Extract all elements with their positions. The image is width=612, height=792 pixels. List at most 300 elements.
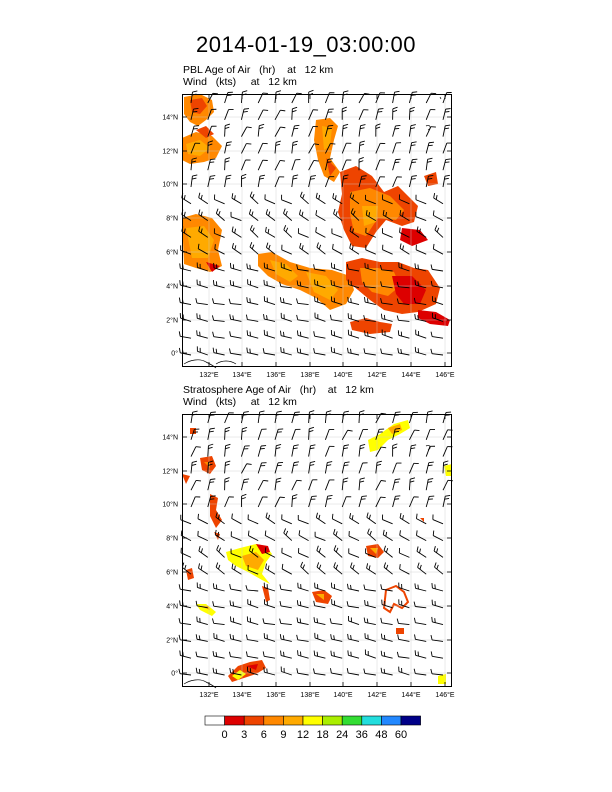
wind-barb	[376, 461, 382, 473]
wind-barb	[292, 107, 297, 120]
wind-barb	[431, 669, 443, 675]
wind-barb	[179, 669, 191, 675]
wind-barb	[414, 602, 426, 608]
wind-barb	[292, 160, 301, 171]
wind-barb	[359, 496, 367, 507]
wind-barb	[275, 177, 284, 187]
wind-barb	[208, 444, 213, 456]
wind-barb	[334, 545, 342, 557]
wind-barb	[282, 195, 292, 204]
wind-barb	[434, 193, 443, 204]
wind-barb	[191, 175, 197, 187]
wind-barb	[196, 298, 208, 304]
wind-barb	[415, 347, 426, 355]
wind-barb	[331, 347, 342, 355]
wind-barb	[365, 649, 375, 658]
wind-barb	[225, 92, 233, 103]
wind-barb	[433, 531, 443, 541]
wind-barb	[180, 280, 191, 288]
wind-barb	[384, 563, 393, 575]
wind-barb	[426, 479, 433, 491]
wind-barb	[292, 125, 300, 136]
wind-barb	[247, 330, 258, 338]
wind-barb	[248, 531, 258, 541]
colorbar-swatch	[381, 716, 401, 725]
wind-barb	[247, 616, 258, 624]
colorbar-label: 0	[221, 729, 228, 741]
wind-barb	[258, 463, 266, 474]
wind-barb	[282, 564, 292, 574]
wind-barb	[359, 141, 365, 153]
wind-barb	[325, 495, 332, 507]
wind-barb	[298, 228, 308, 237]
wind-barb	[241, 144, 251, 154]
wind-barb	[179, 584, 191, 591]
wind-barb	[191, 411, 198, 423]
wind-barb	[434, 546, 443, 557]
pbl-lat-labels	[162, 114, 178, 358]
wind-barb	[330, 618, 342, 624]
wind-barb	[399, 548, 409, 557]
wind-barb	[180, 651, 191, 659]
lat-tick-label: 4°N	[166, 283, 178, 291]
plot-title: 2014-01-19_03:00:00	[196, 32, 416, 57]
wind-barb	[246, 585, 258, 591]
wind-barb	[435, 562, 443, 574]
wind-barb	[342, 497, 351, 507]
wind-barb	[365, 600, 376, 608]
wind-barb	[393, 107, 398, 120]
wind-barb	[199, 193, 208, 204]
wind-barb	[359, 463, 368, 474]
wind-barb	[359, 478, 365, 490]
wind-barb	[416, 245, 426, 254]
wind-barb	[225, 427, 230, 440]
colorbar-swatch	[323, 716, 343, 725]
wind-barb	[409, 445, 416, 457]
wind-barb	[331, 634, 342, 641]
wind-barb	[213, 280, 224, 288]
wind-barb	[197, 582, 208, 591]
colorbar-swatch	[244, 716, 264, 725]
wind-barb	[367, 563, 376, 574]
wind-barb	[400, 243, 409, 254]
wind-barb	[225, 461, 231, 473]
wind-barb	[426, 142, 434, 153]
wind-barb	[196, 652, 208, 659]
lon-tick-label: 146°E	[435, 692, 455, 699]
wind-barb	[359, 125, 365, 137]
wind-barb	[400, 564, 410, 574]
wind-barb	[179, 348, 191, 355]
wind-barb	[263, 618, 275, 624]
wind-barb	[431, 349, 443, 355]
wind-barb	[347, 601, 359, 608]
wind-barb	[315, 532, 325, 541]
lon-tick-label: 138°E	[300, 692, 320, 699]
wind-barb	[284, 528, 292, 540]
wind-barb	[364, 669, 376, 675]
colorbar-swatch	[303, 716, 323, 725]
wind-barb	[443, 159, 451, 170]
wind-barb	[416, 330, 427, 339]
wind-barb	[266, 513, 275, 524]
colorbar	[205, 716, 421, 725]
wind-barb	[330, 668, 342, 675]
wind-barb	[213, 601, 225, 608]
wind-barb	[297, 600, 308, 608]
wind-barb	[315, 583, 326, 591]
pbl-map-panel	[162, 90, 455, 379]
wind-barb	[250, 225, 258, 237]
wind-barb	[433, 244, 443, 254]
wind-barb	[232, 227, 241, 238]
wind-barb	[359, 411, 364, 423]
wind-barb	[316, 227, 326, 237]
wind-barb	[225, 158, 230, 171]
wind-barb	[264, 667, 275, 675]
wind-barb	[426, 446, 435, 456]
wind-barb	[443, 412, 451, 423]
wind-barb	[432, 617, 443, 625]
wind-barb	[241, 160, 250, 170]
wind-barb	[212, 618, 224, 624]
wind-barb	[309, 411, 315, 423]
wind-barb	[250, 242, 258, 254]
wind-barb	[325, 480, 334, 490]
wind-barb	[316, 513, 325, 524]
wind-barb	[230, 331, 242, 338]
wind-barb	[314, 331, 326, 338]
colorbar-label: 36	[355, 729, 368, 741]
wind-barb	[443, 125, 450, 137]
wind-barb	[246, 315, 258, 322]
wind-barb	[409, 142, 416, 154]
wind-barb	[197, 280, 208, 288]
wind-barb	[213, 668, 225, 675]
wind-barb	[191, 497, 200, 507]
wind-barb	[364, 585, 376, 591]
wind-barb	[197, 617, 208, 625]
wind-barb	[325, 462, 332, 474]
wind-barb	[180, 600, 191, 607]
wind-barb	[264, 330, 275, 338]
wind-barb	[241, 127, 251, 137]
wind-barb	[292, 412, 300, 423]
wind-barb	[426, 462, 434, 473]
wind-barb	[381, 349, 393, 355]
wind-barb	[264, 314, 275, 321]
wind-barb	[179, 298, 191, 305]
wind-barb	[258, 143, 267, 153]
strat-map-panel	[162, 411, 455, 699]
wind-barb	[196, 634, 208, 641]
wind-barb	[230, 634, 241, 641]
wind-barb	[258, 124, 264, 136]
wind-barb	[182, 193, 191, 204]
lon-tick-label: 136°E	[266, 692, 286, 699]
wind-barb	[330, 315, 342, 322]
lat-tick-label: 6°N	[166, 249, 178, 257]
wind-barb	[225, 124, 230, 137]
wind-barb	[230, 584, 242, 591]
wind-barb	[393, 177, 402, 187]
wind-barb	[297, 635, 309, 642]
lat-tick-label: 14°N	[162, 114, 178, 122]
lat-tick-label: 8°N	[166, 535, 178, 543]
wind-barb	[393, 143, 401, 154]
wind-barb	[309, 427, 314, 440]
colorbar-label: 60	[394, 729, 408, 741]
wind-barb	[418, 563, 427, 575]
lat-tick-label: 14°N	[162, 434, 178, 442]
wind-barb	[265, 194, 275, 203]
wind-barb	[393, 496, 401, 507]
wind-barb	[232, 243, 241, 254]
colorbar-swatch	[225, 716, 245, 725]
colorbar-label: 24	[336, 729, 349, 741]
wind-barb	[212, 298, 224, 304]
lon-tick-label: 140°E	[333, 372, 353, 379]
wind-barb	[443, 109, 451, 120]
wind-barb	[397, 652, 409, 658]
wind-barb	[179, 635, 191, 642]
wind-barb	[414, 669, 426, 675]
lon-tick-label: 132°E	[199, 372, 219, 379]
wind-barb	[393, 125, 401, 136]
wind-barb	[198, 531, 208, 541]
wind-barb	[349, 548, 359, 557]
wind-barb	[217, 545, 225, 557]
wind-barb	[297, 348, 308, 355]
wind-barb	[232, 193, 241, 204]
lon-tick-label: 140°E	[333, 692, 353, 699]
wind-barb	[433, 210, 443, 220]
wind-barb	[213, 348, 224, 355]
wind-barb	[316, 193, 325, 204]
strat-age-shading	[182, 420, 452, 684]
colorbar-swatch	[401, 716, 421, 725]
wind-barb	[248, 599, 258, 608]
wind-barb	[382, 515, 392, 524]
wind-barb	[332, 514, 342, 524]
colorbar-swatch	[264, 716, 284, 725]
wind-barb	[297, 617, 309, 624]
wind-barb	[317, 562, 325, 574]
colorbar-label: 9	[280, 729, 287, 741]
wind-barb	[350, 562, 359, 574]
wind-barb	[241, 109, 249, 120]
wind-barb	[426, 110, 435, 120]
wind-barb	[264, 296, 275, 304]
wind-barb	[348, 616, 359, 625]
colorbar-label: 48	[375, 729, 388, 741]
wind-barb	[350, 513, 359, 524]
wind-barb	[317, 546, 326, 558]
wind-barb	[316, 210, 326, 220]
wind-barb	[247, 297, 258, 304]
wind-barb	[334, 562, 342, 574]
wind-barb	[229, 652, 241, 658]
wind-barb	[325, 429, 334, 439]
pbl-lon-labels	[199, 371, 454, 379]
wind-barb	[280, 634, 291, 641]
wind-barb	[313, 669, 325, 675]
wind-barb	[198, 514, 208, 524]
wind-barb	[225, 142, 232, 154]
lon-tick-label: 142°E	[367, 372, 387, 379]
wind-barb	[248, 514, 258, 523]
lat-tick-label: 2°N	[166, 317, 178, 325]
wind-barb	[213, 332, 225, 338]
wind-barb	[213, 651, 225, 658]
wind-barb	[216, 209, 224, 221]
wind-barb	[266, 209, 275, 220]
wind-barb	[281, 651, 292, 659]
wind-barb	[241, 446, 249, 457]
colorbar-swatch	[283, 716, 303, 725]
wind-barb	[331, 330, 342, 338]
wind-barb	[292, 141, 298, 153]
wind-barb	[309, 90, 314, 103]
wind-barb	[325, 411, 331, 423]
wind-barb	[342, 143, 351, 153]
lat-tick-label: 4°N	[166, 603, 178, 611]
wind-barb	[191, 480, 201, 490]
wind-barb	[258, 160, 268, 170]
wind-barb	[230, 314, 242, 321]
lat-tick-label: 8°N	[166, 215, 178, 223]
wind-barb	[331, 583, 342, 591]
wind-barb	[409, 92, 417, 103]
colorbar-swatch	[205, 716, 225, 725]
lon-tick-label: 134°E	[232, 372, 252, 379]
wind-barb	[376, 481, 386, 491]
wind-barb	[275, 127, 285, 137]
wind-barb	[384, 546, 393, 558]
wind-barb	[314, 348, 326, 355]
colorbar-label: 12	[296, 729, 310, 741]
wind-barb	[225, 175, 232, 187]
wind-barb	[409, 159, 417, 170]
wind-barb	[264, 280, 275, 288]
wind-barb	[296, 298, 308, 304]
wind-barb	[197, 330, 208, 338]
wind-barb	[258, 110, 268, 120]
wind-barb	[229, 348, 241, 355]
wind-barb	[231, 616, 242, 624]
wind-barb	[214, 195, 224, 204]
wind-barb	[432, 583, 443, 591]
wind-barb	[426, 496, 434, 507]
lon-tick-label: 134°E	[232, 692, 252, 699]
wind-barb	[364, 348, 376, 355]
wind-barb	[292, 445, 299, 457]
wind-barb	[409, 107, 414, 120]
wind-barb	[348, 650, 359, 658]
wind-barb	[317, 242, 326, 254]
wind-barb	[282, 245, 292, 254]
wind-barb	[230, 263, 241, 271]
wind-barb	[398, 634, 410, 641]
wind-barb	[230, 280, 241, 288]
wind-barb	[179, 331, 191, 338]
wind-barb	[409, 478, 415, 490]
wind-barb	[247, 348, 258, 355]
colorbar-label: 18	[316, 729, 329, 741]
wind-barb	[281, 347, 292, 355]
wind-barb	[275, 160, 285, 170]
wind-barb	[417, 546, 426, 557]
wind-barb	[431, 651, 443, 658]
wind-barb	[241, 412, 248, 423]
wind-barb	[443, 175, 450, 187]
wind-barb	[246, 651, 258, 658]
wind-barb	[297, 315, 309, 321]
wind-barb	[275, 110, 285, 120]
lon-tick-label: 138°E	[300, 372, 320, 379]
wind-barb	[414, 618, 426, 625]
wind-barb	[426, 429, 435, 439]
wind-barb	[366, 245, 376, 254]
lat-tick-label: 12°N	[162, 148, 178, 156]
wind-barb	[359, 444, 365, 456]
wind-barb	[212, 315, 224, 321]
wind-barb	[258, 411, 264, 423]
wind-barb	[298, 548, 308, 557]
colorbar-label: 3	[241, 729, 248, 741]
wind-barb	[265, 531, 275, 541]
wind-barb	[381, 618, 393, 625]
wind-barb	[199, 546, 208, 557]
wind-barb	[368, 529, 376, 541]
wind-barb	[342, 462, 349, 473]
wind-barb	[431, 264, 443, 271]
wind-barb	[376, 143, 385, 153]
wind-barb	[232, 514, 242, 524]
wind-barb	[280, 331, 291, 339]
wind-barb	[367, 513, 376, 524]
wind-barb	[280, 297, 291, 304]
lat-tick-label: 10°N	[162, 181, 178, 189]
wind-barb	[409, 176, 416, 187]
wind-barb	[197, 346, 208, 355]
wind-barb	[241, 427, 247, 439]
wind-barb	[381, 634, 392, 642]
wind-barb	[376, 497, 386, 507]
wind-barb	[263, 348, 275, 355]
wind-barb	[199, 563, 208, 574]
wind-barb	[334, 529, 343, 541]
wind-barb	[397, 619, 409, 625]
lat-tick-label: 0°	[171, 670, 178, 678]
lon-tick-label: 136°E	[266, 372, 286, 379]
wind-barb	[213, 583, 224, 591]
lat-tick-label: 10°N	[162, 501, 178, 509]
wind-barb	[301, 562, 309, 574]
wind-barb	[258, 429, 266, 440]
strat-lon-labels	[199, 691, 454, 699]
wind-barb	[250, 192, 258, 204]
wind-barb	[416, 195, 426, 204]
wind-barb	[415, 650, 426, 658]
wind-barb	[225, 497, 234, 507]
wind-barb	[393, 91, 400, 103]
wind-barb	[349, 531, 359, 541]
lat-tick-label: 6°N	[166, 569, 178, 577]
wind-barb	[435, 225, 443, 237]
wind-barb	[364, 618, 376, 625]
